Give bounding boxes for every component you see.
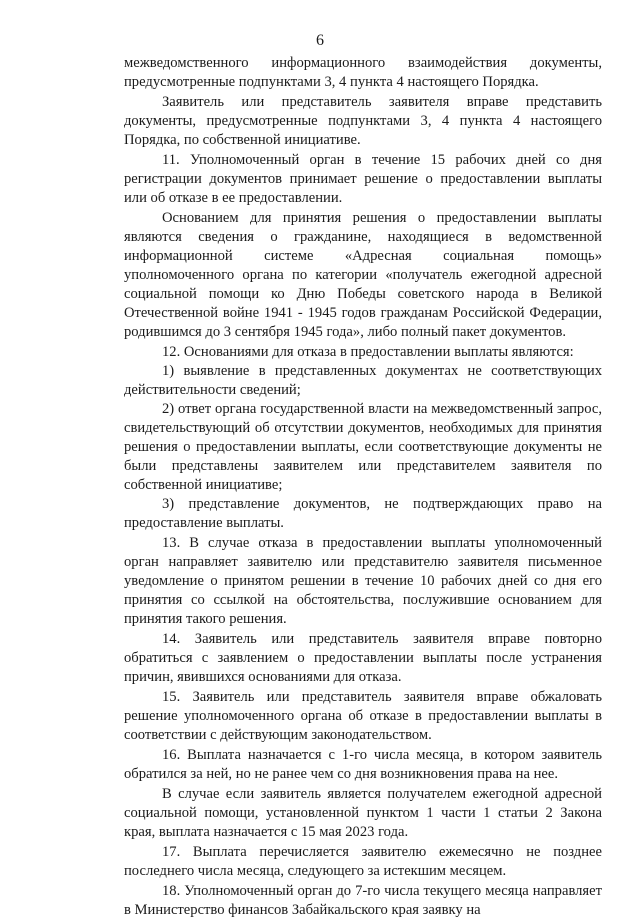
- paragraph-17: 17. Выплата перечисляется заявителю ежемесячно не позднее последнего числа месяца, следующего за истекшим месяцем.: [124, 844, 602, 879]
- paragraph-continuation: межведомственного информационного взаимодействия документы, предусмотренные подпунктами 3, 4 пункта 4 настоящего Порядка.: [124, 55, 602, 90]
- paragraph-15: 15. Заявитель или представитель заявителя вправе обжаловать решение уполномоченного органа об отказе в предоставлении выплаты в соответствии с действующим законодательством.: [124, 689, 602, 743]
- paragraph-14: 14. Заявитель или представитель заявителя вправе повторно обратиться с заявлением о предоставлении выплаты после устранения причин, явившихся основаниями для отказа.: [124, 631, 602, 685]
- paragraph-12: 12. Основаниями для отказа в предоставлении выплаты являются:: [162, 344, 574, 360]
- paragraph-12-item-2: 2) ответ органа государственной власти на межведомственный запрос, свидетельствующий об отсутствии документов, необходимых для принятия решения о предоставлении выплаты, если соответствующие документы не были представлены заявителем или представителем заявителя по собственной инициативе;: [124, 401, 602, 493]
- paragraph-11: 11. Уполномоченный орган в течение 15 рабочих дней со дня регистрации документов принимает решение о предоставлении выплаты или об отказе в ее предоставлении.: [124, 152, 602, 206]
- paragraph-12-item-3: 3) представление документов, не подтверждающих право на предоставление выплаты.: [124, 496, 602, 531]
- paragraph-12-item-1: 1) выявление в представленных документах не соответствующих действительности сведений;: [124, 363, 602, 398]
- paragraph-16-addendum: В случае если заявитель является получателем ежегодной адресной социальной помощи, установленной пунктом 1 части 1 статьи 2 Закона края, выплата назначается с 15 мая 2023 года.: [124, 786, 602, 840]
- paragraph-18: 18. Уполномоченный орган до 7-го числа текущего месяца направляет в Министерство финансов Забайкальского края заявку на: [124, 883, 602, 918]
- paragraph-16: 16. Выплата назначается с 1-го числа месяца, в котором заявитель обратился за ней, но не ранее чем со дня возникновения права на нее.: [124, 747, 602, 782]
- document-body: [124, 54, 602, 920]
- page-number: 6: [316, 32, 324, 49]
- paragraph-decision-basis: Основанием для принятия решения о предоставлении выплаты являются сведения о гражданине, находящиеся в ведомственной информационной системе «Адресная социальная помощь» уполномоченного органа по категории «получатель ежегодной адресной социальной помощи ко Дню Победы советского народа в Великой Отечественной войне 1941 - 1945 годов гражданам Российской Федерации, родившимся до 3 сентября 1945 года», либо полный пакет документов.: [124, 210, 602, 340]
- paragraph-13: 13. В случае отказа в предоставлении выплаты уполномоченный орган направляет заявителю или представителю заявителя письменное уведомление о принятом решении в течение 10 рабочих дней со дня его принятия со ссылкой на обстоятельства, послужившие основанием для принятия такого решения.: [124, 535, 602, 627]
- paragraph-applicant-initiative: Заявитель или представитель заявителя вправе представить документы, предусмотренные подпунктами 3, 4 пункта 4 настоящего Порядка, по собственной инициативе.: [124, 94, 602, 148]
